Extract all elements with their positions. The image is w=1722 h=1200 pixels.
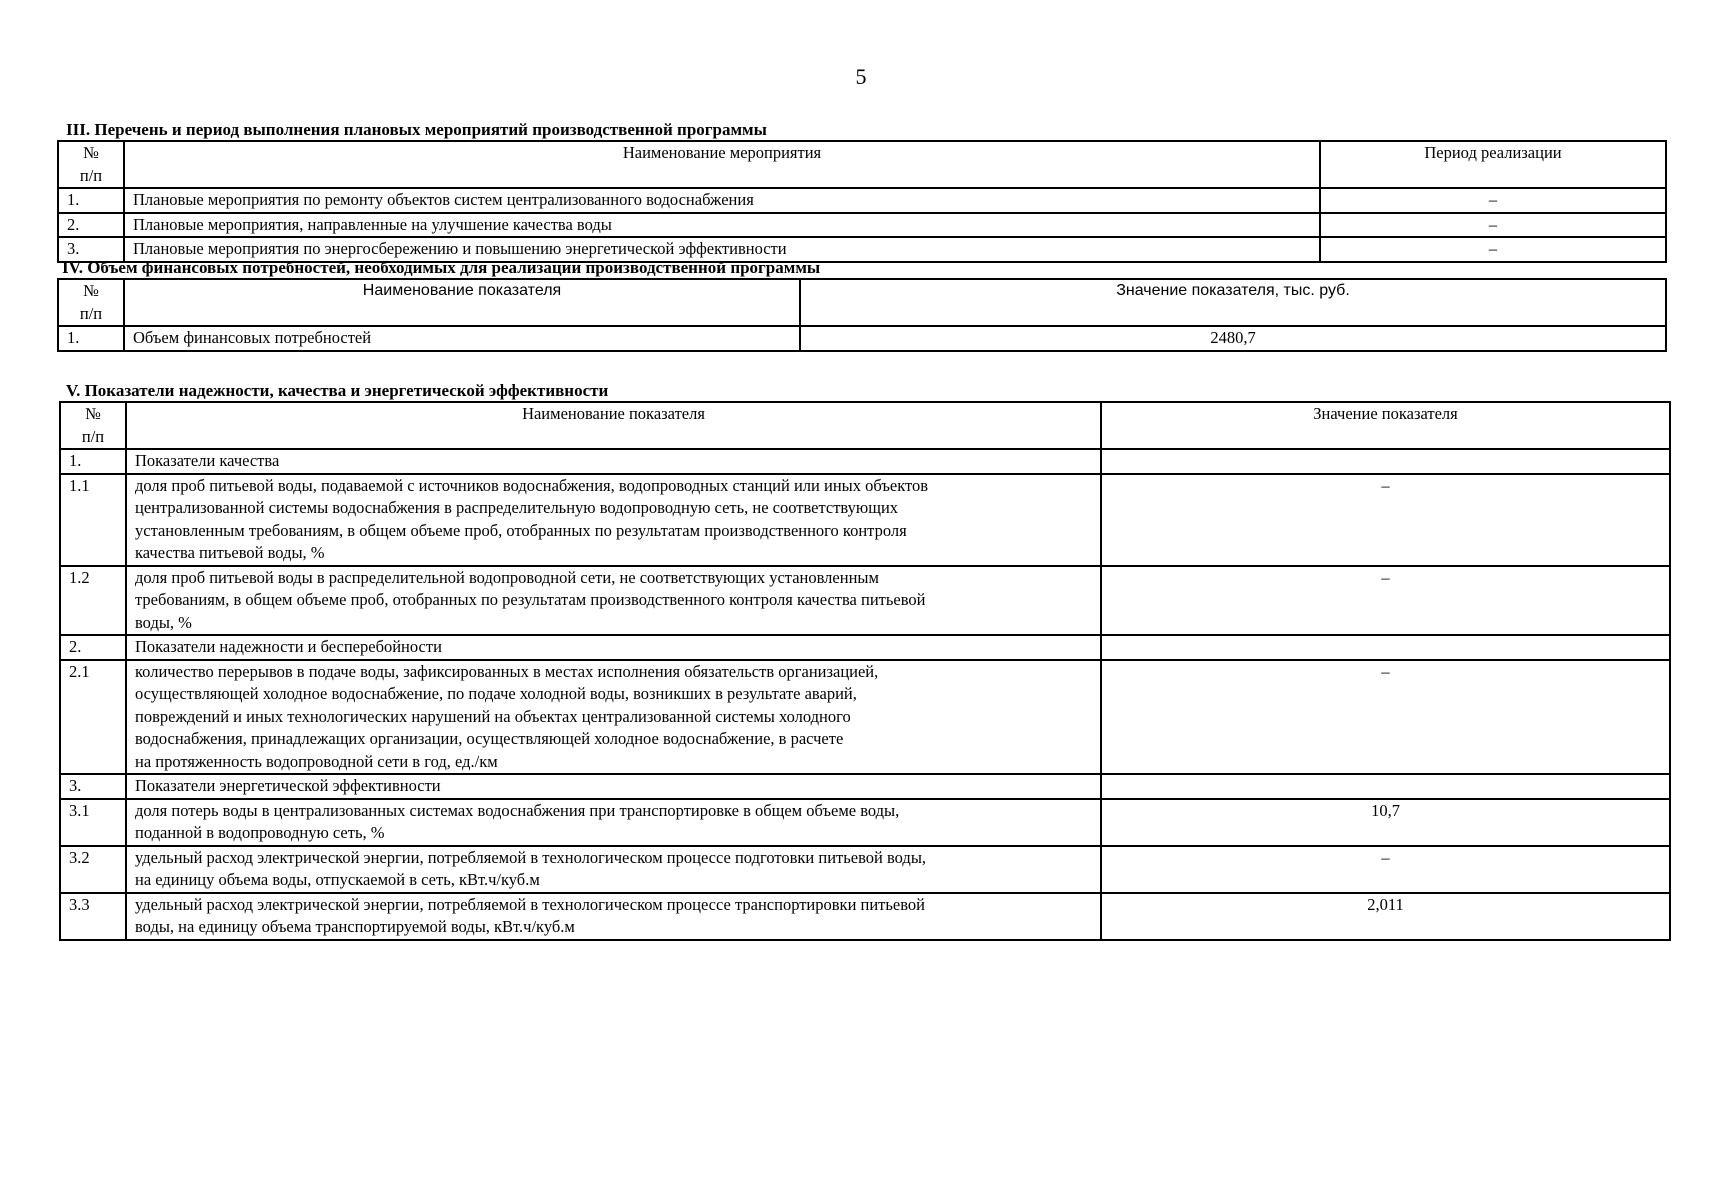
row-value xyxy=(1101,635,1670,660)
row-name: доля проб питьевой воды, подаваемой с источников водоснабжения, водопроводных станций или иных объектов централизованной системы водоснабжения в распределительную водопроводную сеть, не соответствующих установленным требованиям, в общем объеме проб, отобранных по результатам производственного контроля качества питьевой воды, % xyxy=(126,474,1101,566)
row-num: 2.1 xyxy=(60,660,126,775)
section-4-title: IV. Объем финансовых потребностей, необходимых для реализации производственной программы xyxy=(62,258,821,277)
table-row xyxy=(58,326,1666,351)
row-name: Плановые мероприятия по энергосбережению и повышению энергетической эффективности xyxy=(124,237,1320,262)
row-num: 3.1 xyxy=(60,799,126,846)
row-name: Показатели надежности и бесперебойности xyxy=(126,635,1101,660)
header-name: Наименование показателя xyxy=(124,279,800,326)
row-period: – xyxy=(1320,213,1666,238)
row-value: – xyxy=(1101,846,1670,893)
row-num: 2. xyxy=(60,635,126,660)
section-5-title: V. Показатели надежности, качества и энергетической эффективности xyxy=(66,381,609,400)
header-num: № п/п xyxy=(58,279,124,326)
row-name: доля проб питьевой воды в распределительной водопроводной сети, не соответствующих установленным требованиям, в общем объеме проб, отобранных по результатам производственного контроля качества питьевой воды, % xyxy=(126,566,1101,636)
row-value: – xyxy=(1101,566,1670,636)
row-num: 1. xyxy=(60,449,126,474)
table-row xyxy=(58,213,1666,238)
row-name: удельный расход электрической энергии, потребляемой в технологическом процессе подготовки питьевой воды, на единицу объема воды, отпускаемой в сеть, кВт.ч/куб.м xyxy=(126,846,1101,893)
row-num: 3.2 xyxy=(60,846,126,893)
table-row xyxy=(58,188,1666,213)
row-name: Показатели энергетической эффективности xyxy=(126,774,1101,799)
table-row xyxy=(60,449,1670,474)
section-4-table xyxy=(57,278,1667,352)
header-name: Наименование показателя xyxy=(126,402,1101,449)
row-num: 1. xyxy=(58,188,124,213)
table-row xyxy=(60,799,1670,846)
row-value: – xyxy=(1101,660,1670,775)
row-name: доля потерь воды в централизованных системах водоснабжения при транспортировке в общем объеме воды, поданной в водопроводную сеть, % xyxy=(126,799,1101,846)
section-5-table xyxy=(59,401,1671,941)
row-period: – xyxy=(1320,188,1666,213)
table-header-row xyxy=(60,402,1670,449)
table-row xyxy=(60,474,1670,566)
row-value: – xyxy=(1101,474,1670,566)
table-row xyxy=(60,846,1670,893)
row-name: удельный расход электрической энергии, потребляемой в технологическом процессе транспортировки питьевой воды, на единицу объема транспортируемой воды, кВт.ч/куб.м xyxy=(126,893,1101,940)
table-row xyxy=(60,660,1670,775)
row-name: Объем финансовых потребностей xyxy=(124,326,800,351)
table-row xyxy=(60,635,1670,660)
page-number: 5 xyxy=(855,64,867,89)
header-num: № п/п xyxy=(60,402,126,449)
row-num: 1. xyxy=(58,326,124,351)
header-num: № п/п xyxy=(58,141,124,188)
row-name: количество перерывов в подаче воды, зафиксированных в местах исполнения обязательств организацией, осуществляющей холодное водоснабжение, по подаче холодной воды, возникших в результате аварий, повреждений и иных технологических нарушений на объектах централизованной системы холодного водоснабжения, принадлежащих организации, осуществляющей холодное водоснабжение, в расчете на протяженность водопроводной сети в год, ед./км xyxy=(126,660,1101,775)
table-header-row xyxy=(58,279,1666,326)
table-row xyxy=(60,774,1670,799)
row-num: 3. xyxy=(60,774,126,799)
row-value xyxy=(1101,774,1670,799)
row-name: Показатели качества xyxy=(126,449,1101,474)
row-value: 2,011 xyxy=(1101,893,1670,940)
table-row xyxy=(60,893,1670,940)
row-name: Плановые мероприятия, направленные на улучшение качества воды xyxy=(124,213,1320,238)
section-3-title: III. Перечень и период выполнения плановых мероприятий производственной программы xyxy=(66,120,767,139)
row-value xyxy=(1101,449,1670,474)
row-value: 2480,7 xyxy=(800,326,1666,351)
row-num: 2. xyxy=(58,213,124,238)
section-3-table xyxy=(57,140,1667,263)
row-name: Плановые мероприятия по ремонту объектов систем централизованного водоснабжения xyxy=(124,188,1320,213)
row-period: – xyxy=(1320,237,1666,262)
row-num: 1.2 xyxy=(60,566,126,636)
row-num: 3.3 xyxy=(60,893,126,940)
header-name: Наименование мероприятия xyxy=(124,141,1320,188)
row-value: 10,7 xyxy=(1101,799,1670,846)
row-num: 1.1 xyxy=(60,474,126,566)
header-value: Значение показателя, тыс. руб. xyxy=(800,279,1666,326)
row-num: 3. xyxy=(58,237,124,262)
header-period: Период реализации xyxy=(1320,141,1666,188)
table-header-row xyxy=(58,141,1666,188)
header-value: Значение показателя xyxy=(1101,402,1670,449)
table-row xyxy=(60,566,1670,636)
